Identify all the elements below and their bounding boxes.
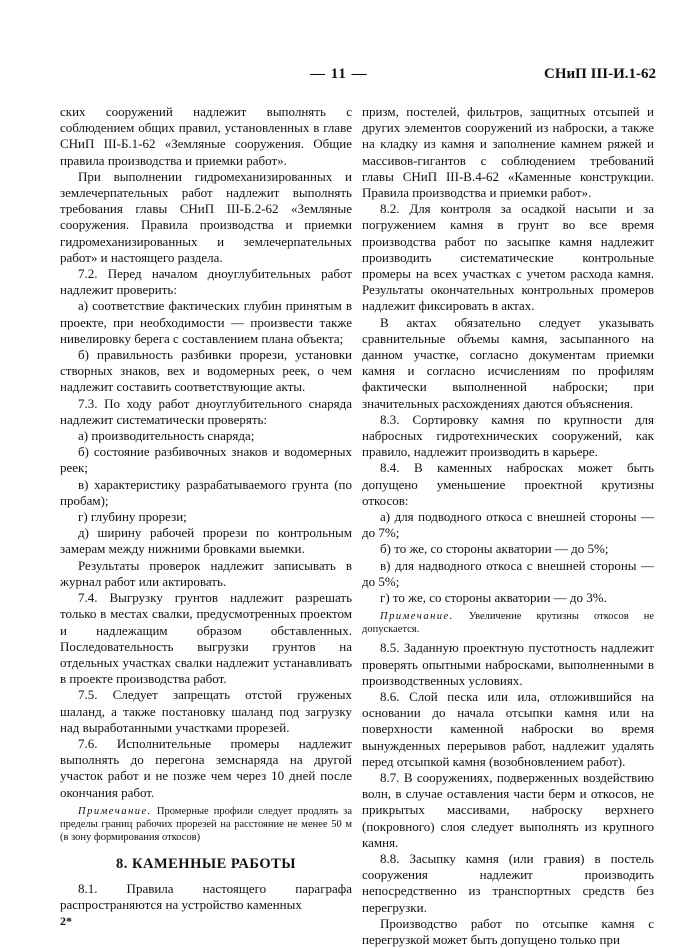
list-item: б) то же, со стороны акватории — до 5%;: [380, 541, 609, 557]
note: [60, 805, 352, 844]
page-number: — 11 —: [310, 66, 368, 82]
clause-8-5: 8.5. Заданную проектную пустотность надлежит проверять опытными набросками, выполненными в производственных условиях.: [362, 640, 654, 688]
list-item: в) для надводного откоса с внешней стороны — до 5%;: [362, 557, 654, 589]
paragraph: ских сооружений надлежит выполнять с соблюдением общих правил, установленных в главе СНиП III-Б.1-62 «Земляные сооружения. Общие правила производства и приемки работ».: [60, 104, 352, 168]
clause-7-5: 7.5. Следует запрещать отстой груженых шаланд, а также постановку шаланд под загрузку над выработанными участками прорезей.: [60, 687, 352, 735]
clause-7-4: 7.4. Выгрузку грунтов надлежит разрешать только в местах свалки, предусмотренных проектом и надлежащим образом обставленных. Последовательность выгрузки грунтов на отдельных участках свалки надлежит устанавливать в проекте производства работ.: [60, 590, 352, 687]
list-item: в) характеристику разрабатываемого грунта (по пробам);: [60, 476, 352, 508]
clause-8-4: 8.4. В каменных набросках может быть допущено уменьшение проектной крутизны откосов:: [362, 460, 654, 508]
paragraph: Производство работ по отсыпке камня с перегрузкой может быть допущено только при: [362, 915, 654, 947]
paragraph: призм, постелей, фильтров, защитных отсыпей и других элементов сооружений из наброски, а также на кладку из камня и заполнение камнем ряжей и массивов-гигантов с соблюдением требований главы СНиП III-В.4-62 «Каменные конструкции. Правила производства и приемки работ».: [362, 104, 654, 201]
signature-mark: 2*: [60, 914, 72, 929]
note: [362, 610, 654, 636]
clause-8-8: 8.8. Засыпку камня (или гравия) в постель сооружения надлежит производить непосредственно из транспортных средств без перегрузки.: [362, 850, 654, 915]
right-column: [362, 104, 654, 948]
document-code: СНиП III-И.1-62: [544, 66, 656, 82]
list-item: а) для подводного откоса с внешней стороны — до 7%;: [362, 509, 654, 541]
left-column: [60, 104, 352, 929]
list-item: г) то же, со стороны акватории — до 3%.: [380, 590, 607, 606]
list-item: г) глубину прорези;: [78, 509, 187, 525]
paragraph: Результаты проверок надлежит записывать в журнал работ или актировать.: [60, 557, 352, 589]
clause-8-7: 8.7. В сооружениях, подверженных воздействию волн, в случае оставления части берм и откосов, не прикрытых массивами, наброску верхнего (покровного) слоя следует выполнять из крупного камня.: [362, 769, 654, 850]
list-item: б) состояние разбивочных знаков и водомерных реек;: [60, 444, 352, 476]
note-text: Увеличение крутизны откосов не допускается.: [362, 611, 654, 636]
list-item: а) производительность снаряда;: [78, 428, 255, 444]
paragraph: В актах обязательно следует указывать сравнительные объемы камня, засыпанного на данном участке, согласно документам приемки камня и согласно исчислениям по профилям фактически выполненной наброски; при значительных расхождениях даются объяснения.: [362, 314, 654, 411]
clause-8-1: 8.1. Правила настоящего параграфа распространяются на устройство каменных: [60, 880, 352, 912]
note-text: Промерные профили следует продлять за пределы границ рабочих прорезей на расстояние не менее 50 м (в зону формирования откосов): [60, 805, 352, 843]
paragraph: При выполнении гидромеханизированных и землечерпательных работ надлежит выполнять требования главы СНиП III-Б.2-62 «Земляные сооружения. Правила производства и приемки гидромеханизированных и землечерпательных работ» и настоящего раздела.: [60, 168, 352, 265]
list-item: д) ширину рабочей прорези по контрольным замерам между нижними бровками выемки.: [60, 525, 352, 557]
clause-8-2: 8.2. Для контроля за осадкой насыпи и за погружением камня в грунт во все время производства работ по засыпке камня надлежит производить систематические контрольные промеры на всех участках с учетом расхода камня. Результаты окончательных контрольных промеров надлежит фиксировать в актах.: [362, 201, 654, 314]
list-item: а) соответствие фактических глубин принятым в проекте, при необходимости — произвести также нивелировку берега с составлением плана объекта;: [60, 298, 352, 346]
clause-8-6: 8.6. Слой песка или ила, отложившийся на основании до начала отсыпки камня или на поверхности каменной наброски во время вынужденных перерывов работ, надлежит удалять перед отсыпкой камня (возобновлением работ).: [362, 688, 654, 769]
clause-7-3: 7.3. По ходу работ дноуглубительного снаряда надлежит систематически проверять:: [60, 395, 352, 427]
section-title: 8. КАМЕННЫЕ РАБОТЫ: [115, 855, 297, 872]
page-header: [0, 66, 700, 88]
clause-7-2: 7.2. Перед началом дноуглубительных работ надлежит проверить:: [60, 266, 352, 298]
note-label: Примечание.: [380, 611, 454, 623]
clause-7-6: 7.6. Исполнительные промеры надлежит выполнять до перегона земснаряда на другой участок работ и не позже чем через 10 дней после окончания работ.: [60, 735, 352, 800]
clause-8-3: 8.3. Сортировку камня по крупности для набросных гидротехнических сооружений, как правило, надлежит производить в карьере.: [362, 411, 654, 460]
note-label: Примечание.: [78, 805, 152, 817]
list-item: б) правильность разбивки прорези, установки створных знаков, вех и водомерных реек, о чем надлежит составить соответствующие акты.: [60, 347, 352, 395]
